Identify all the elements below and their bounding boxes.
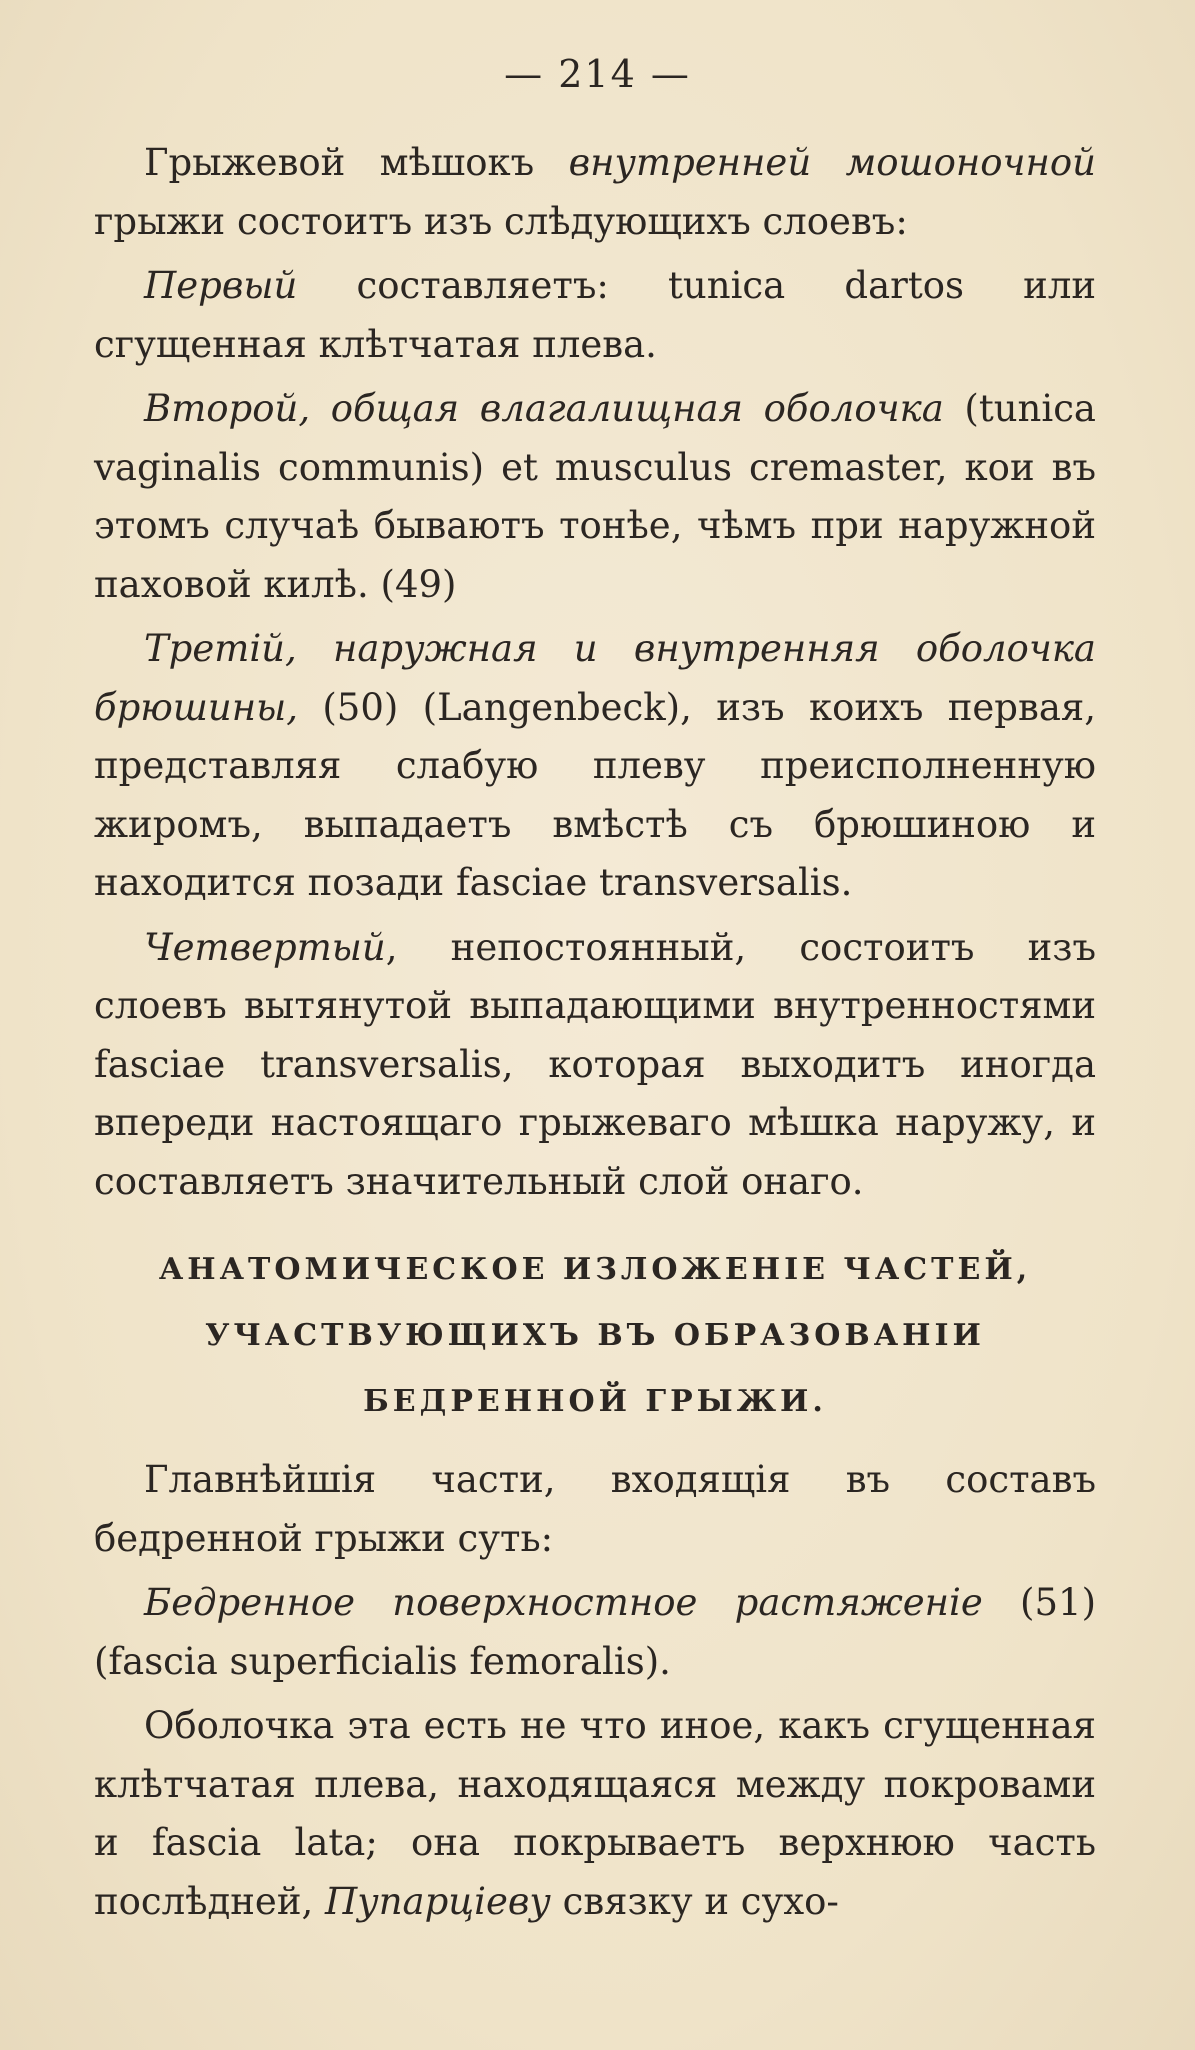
text-run: грыжи состоитъ изъ слѣдующихъ слоевъ: — [94, 199, 908, 243]
text-run: связку и сухо- — [550, 1879, 839, 1923]
paragraph-4 — [94, 620, 1096, 913]
paragraph-7 — [94, 1574, 1096, 1691]
section-heading: АНАТОМИЧЕСКОЕ ИЗЛОЖЕНІЕ ЧАСТЕЙ, УЧАСТВУЮЩИХЪ ВЪ ОБРАЗОВАНІИ БЕДРЕННОЙ ГРЫЖИ. — [158, 1252, 1032, 1419]
italic-run: Пупарціеву — [325, 1879, 551, 1923]
paragraph-2 — [94, 257, 1096, 374]
italic-run: Четвертый — [144, 925, 386, 969]
paragraph-1 — [94, 134, 1096, 251]
paragraph-3 — [94, 380, 1096, 614]
italic-run: внутренней мошоночной — [568, 141, 1096, 184]
text-run: (tunica vaginalis communis) et musculus cremaster, кои въ этомъ случаѣ бываютъ тонѣе, чѣмъ при наружной паховой килѣ. (49) — [94, 387, 1096, 606]
text-run: (51) (fascia superficialis femoralis). — [94, 1581, 1097, 1683]
paragraph-6 — [94, 1451, 1096, 1568]
text-run: Грыжевой мѣшокъ — [144, 141, 569, 184]
italic-run: Второй, общая влагалищная оболочка — [144, 387, 944, 430]
text-run: , непостоянный, состоитъ изъ слоевъ вытянутой выпадающими внутренностями fasciae transversalis, которая выходитъ иногда впереди настоящаго грыжеваго мѣшка наружу, и составляетъ значительный слой онаго. — [94, 925, 1096, 1203]
paragraph-8 — [94, 1697, 1096, 1931]
paragraph-5 — [94, 919, 1096, 1212]
page-body — [94, 134, 1096, 1937]
italic-run: Бедренное поверхностное растяженіе — [144, 1581, 983, 1624]
text-run: Оболочка эта есть не что иное, какъ сгущенная клѣтчатая плева, находящаяся между покровами и fascia lata; она покрываетъ верхнюю часть послѣдней, — [94, 1704, 1096, 1923]
italic-run: Первый — [144, 264, 298, 307]
page-number: — 214 — — [504, 52, 691, 96]
text-run: Главнѣйшія части, входящія въ составъ бедренной грыжи суть: — [94, 1458, 1096, 1560]
text-run: (50) (Langenbeck), изъ коихъ первая, представляя слабую плеву преисполненную жиромъ, выпадаетъ вмѣстѣ съ брюшиною и находится позади fasciae transversalis. — [94, 685, 1096, 904]
text-run: составляетъ: tunica dartos или сгущенная клѣтчатая плева. — [94, 264, 1096, 366]
italic-run: Третій, наружная и внутренняя оболочка брюшины, — [94, 627, 1096, 729]
